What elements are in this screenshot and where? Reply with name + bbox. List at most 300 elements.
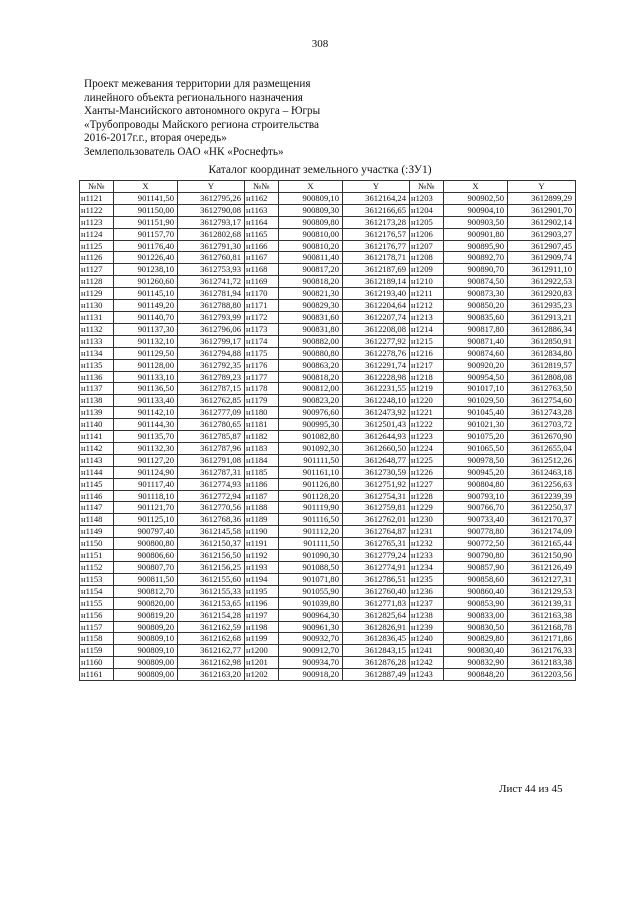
x-coord-cell: 900772,50: [444, 538, 508, 550]
header-line-5: 2016-2017г.г., вторая очередь»: [84, 132, 227, 145]
point-id-cell: н1192: [245, 550, 279, 562]
point-id-cell: н1198: [245, 621, 279, 633]
y-coord-cell: 3612922,53: [508, 276, 576, 288]
point-id-cell: н1237: [410, 597, 444, 609]
y-coord-cell: 3612153,65: [178, 597, 245, 609]
point-id-cell: н1243: [410, 669, 444, 681]
y-coord-cell: 3612187,69: [343, 264, 410, 276]
x-coord-cell: 900857,90: [444, 562, 508, 574]
y-coord-cell: 3612162,59: [178, 621, 245, 633]
x-coord-cell: 900853,90: [444, 597, 508, 609]
y-coord-cell: 3612512,26: [508, 454, 576, 466]
point-id-cell: н1143: [80, 454, 114, 466]
table-row: [80, 323, 576, 335]
y-coord-cell: 3612793,99: [178, 311, 245, 323]
y-coord-cell: 3612126,49: [508, 562, 576, 574]
point-id-cell: н1130: [80, 300, 114, 312]
point-id-cell: н1195: [245, 585, 279, 597]
table-row: [80, 585, 576, 597]
table-row: [80, 335, 576, 347]
x-coord-cell: 901128,20: [279, 490, 343, 502]
x-coord-cell: 900809,80: [279, 216, 343, 228]
point-id-cell: н1134: [80, 347, 114, 359]
point-id-cell: н1213: [410, 311, 444, 323]
y-coord-cell: 3612768,36: [178, 514, 245, 526]
y-coord-cell: 3612155,60: [178, 573, 245, 585]
y-coord-cell: 3612935,23: [508, 300, 576, 312]
project-header: [84, 78, 564, 160]
x-coord-cell: 900790,80: [444, 550, 508, 562]
x-coord-cell: 900810,20: [279, 240, 343, 252]
point-id-cell: н1232: [410, 538, 444, 550]
point-id-cell: н1228: [410, 490, 444, 502]
y-coord-cell: 3612792,35: [178, 359, 245, 371]
point-id-cell: н1152: [80, 562, 114, 574]
y-coord-cell: 3612164,24: [343, 192, 410, 204]
y-coord-cell: 3612793,17: [178, 216, 245, 228]
x-coord-cell: 900807,70: [114, 562, 178, 574]
point-id-cell: н1169: [245, 276, 279, 288]
x-coord-cell: 901161,10: [279, 466, 343, 478]
x-coord-cell: 900860,40: [444, 585, 508, 597]
x-coord-cell: 901133,10: [114, 371, 178, 383]
x-coord-cell: 900833,00: [444, 609, 508, 621]
y-coord-cell: 3612802,68: [178, 228, 245, 240]
point-id-cell: н1208: [410, 252, 444, 264]
point-id-cell: н1142: [80, 442, 114, 454]
x-coord-cell: 901132,30: [114, 442, 178, 454]
x-coord-cell: 900819,20: [114, 609, 178, 621]
table-row: [80, 573, 576, 585]
y-coord-cell: 3612156,25: [178, 562, 245, 574]
y-coord-cell: 3612913,21: [508, 311, 576, 323]
x-coord-cell: 901090,30: [279, 550, 343, 562]
x-coord-cell: 900858,60: [444, 573, 508, 585]
table-row: [80, 276, 576, 288]
y-coord-cell: 3612850,91: [508, 335, 576, 347]
x-coord-cell: 900895,90: [444, 240, 508, 252]
x-coord-cell: 900848,20: [444, 669, 508, 681]
x-coord-cell: 901092,30: [279, 442, 343, 454]
point-id-cell: н1231: [410, 526, 444, 538]
x-coord-cell: 900934,70: [279, 657, 343, 669]
y-coord-cell: 3612644,93: [343, 431, 410, 443]
y-coord-cell: 3612787,96: [178, 442, 245, 454]
x-coord-cell: 901133,40: [114, 395, 178, 407]
y-coord-cell: 3612764,87: [343, 526, 410, 538]
y-coord-cell: 3612207,74: [343, 311, 410, 323]
point-id-cell: н1132: [80, 323, 114, 335]
point-id-cell: н1128: [80, 276, 114, 288]
point-id-cell: н1199: [245, 633, 279, 645]
y-coord-cell: 3612902,14: [508, 216, 576, 228]
sheet-label: Лист 44 из 45: [499, 783, 563, 795]
point-id-cell: н1196: [245, 597, 279, 609]
point-id-cell: н1217: [410, 359, 444, 371]
x-coord-cell: 901157,70: [114, 228, 178, 240]
point-id-cell: н1229: [410, 502, 444, 514]
x-coord-cell: 901045,40: [444, 407, 508, 419]
table-row: [80, 431, 576, 443]
point-id-cell: н1222: [410, 419, 444, 431]
table-row: [80, 359, 576, 371]
point-id-cell: н1205: [410, 216, 444, 228]
x-coord-cell: 900850,20: [444, 300, 508, 312]
point-id-cell: н1160: [80, 657, 114, 669]
x-coord-cell: 900811,40: [279, 252, 343, 264]
x-coord-cell: 900809,10: [114, 633, 178, 645]
y-coord-cell: 3612785,87: [178, 431, 245, 443]
y-coord-cell: 3612887,49: [343, 669, 410, 681]
y-coord-cell: 3612162,68: [178, 633, 245, 645]
y-coord-cell: 3612463,18: [508, 466, 576, 478]
x-coord-cell: 901082,80: [279, 431, 343, 443]
point-id-cell: н1181: [245, 419, 279, 431]
point-id-cell: н1154: [80, 585, 114, 597]
header-line-6: Землепользователь ОАО «НК «Роснефть»: [84, 145, 284, 158]
x-coord-cell: 900830,50: [444, 621, 508, 633]
y-coord-cell: 3612150,90: [508, 550, 576, 562]
col-header-point-1: №№: [80, 181, 114, 193]
x-coord-cell: 901111,50: [279, 538, 343, 550]
x-coord-cell: 900778,80: [444, 526, 508, 538]
x-coord-cell: 901116,50: [279, 514, 343, 526]
x-coord-cell: 900976,60: [279, 407, 343, 419]
x-coord-cell: 900918,20: [279, 669, 343, 681]
table-body: [80, 192, 576, 680]
table-row: [80, 419, 576, 431]
x-coord-cell: 900901,80: [444, 228, 508, 240]
y-coord-cell: 3612787,15: [178, 383, 245, 395]
point-id-cell: н1165: [245, 228, 279, 240]
point-id-cell: н1179: [245, 395, 279, 407]
y-coord-cell: 3612762,01: [343, 514, 410, 526]
y-coord-cell: 3612788,80: [178, 300, 245, 312]
x-coord-cell: 900817,20: [279, 264, 343, 276]
col-header-x-1: X: [114, 181, 178, 193]
x-coord-cell: 901150,00: [114, 204, 178, 216]
x-coord-cell: 900818,20: [279, 276, 343, 288]
y-coord-cell: 3612911,10: [508, 264, 576, 276]
header-line-2: линейного объекта регионального назначения: [84, 91, 303, 104]
col-header-point-2: №№: [245, 181, 279, 193]
table-row: [80, 192, 576, 204]
x-coord-cell: 900880,80: [279, 347, 343, 359]
y-coord-cell: 3612183,38: [508, 657, 576, 669]
y-coord-cell: 3612791,08: [178, 454, 245, 466]
y-coord-cell: 3612876,28: [343, 657, 410, 669]
col-header-y-3: Y: [508, 181, 576, 193]
x-coord-cell: 900961,30: [279, 621, 343, 633]
y-coord-cell: 3612139,31: [508, 597, 576, 609]
point-id-cell: н1212: [410, 300, 444, 312]
x-coord-cell: 900832,90: [444, 657, 508, 669]
y-coord-cell: 3612763,50: [508, 383, 576, 395]
x-coord-cell: 901176,40: [114, 240, 178, 252]
x-coord-cell: 900809,10: [114, 645, 178, 657]
point-id-cell: н1235: [410, 573, 444, 585]
point-id-cell: н1139: [80, 407, 114, 419]
point-id-cell: н1127: [80, 264, 114, 276]
y-coord-cell: 3612660,50: [343, 442, 410, 454]
point-id-cell: н1136: [80, 371, 114, 383]
x-coord-cell: 901151,90: [114, 216, 178, 228]
y-coord-cell: 3612204,64: [343, 300, 410, 312]
point-id-cell: н1171: [245, 300, 279, 312]
point-id-cell: н1141: [80, 431, 114, 443]
table-row: [80, 395, 576, 407]
point-id-cell: н1221: [410, 407, 444, 419]
y-coord-cell: 3612762,85: [178, 395, 245, 407]
y-coord-cell: 3612193,40: [343, 288, 410, 300]
point-id-cell: н1233: [410, 550, 444, 562]
point-id-cell: н1200: [245, 645, 279, 657]
y-coord-cell: 3612808,08: [508, 371, 576, 383]
x-coord-cell: 901118,10: [114, 490, 178, 502]
y-coord-cell: 3612127,31: [508, 573, 576, 585]
point-id-cell: н1189: [245, 514, 279, 526]
y-coord-cell: 3612789,23: [178, 371, 245, 383]
point-id-cell: н1185: [245, 466, 279, 478]
table-row: [80, 550, 576, 562]
x-coord-cell: 900820,00: [114, 597, 178, 609]
x-coord-cell: 901127,20: [114, 454, 178, 466]
point-id-cell: н1216: [410, 347, 444, 359]
x-coord-cell: 901144,30: [114, 419, 178, 431]
x-coord-cell: 900912,70: [279, 645, 343, 657]
table-row: [80, 407, 576, 419]
y-coord-cell: 3612163,38: [508, 609, 576, 621]
x-coord-cell: 900823,20: [279, 395, 343, 407]
y-coord-cell: 3612787,31: [178, 466, 245, 478]
y-coord-cell: 3612754,60: [508, 395, 576, 407]
header-line-4: «Трубопроводы Майского региона строительства: [84, 118, 320, 131]
table-header-row: [80, 181, 576, 193]
table-row: [80, 609, 576, 621]
table-row: [80, 562, 576, 574]
y-coord-cell: 3612228,98: [343, 371, 410, 383]
x-coord-cell: 900830,40: [444, 645, 508, 657]
point-id-cell: н1140: [80, 419, 114, 431]
y-coord-cell: 3612248,10: [343, 395, 410, 407]
point-id-cell: н1150: [80, 538, 114, 550]
y-coord-cell: 3612751,92: [343, 478, 410, 490]
y-coord-cell: 3612781,94: [178, 288, 245, 300]
point-id-cell: н1201: [245, 657, 279, 669]
y-coord-cell: 3612173,28: [343, 216, 410, 228]
point-id-cell: н1170: [245, 288, 279, 300]
x-coord-cell: 901128,00: [114, 359, 178, 371]
y-coord-cell: 3612834,80: [508, 347, 576, 359]
col-header-y-1: Y: [178, 181, 245, 193]
table-row: [80, 657, 576, 669]
x-coord-cell: 900818,20: [279, 371, 343, 383]
point-id-cell: н1153: [80, 573, 114, 585]
y-coord-cell: 3612189,14: [343, 276, 410, 288]
y-coord-cell: 3612176,33: [508, 645, 576, 657]
point-id-cell: н1180: [245, 407, 279, 419]
point-id-cell: н1209: [410, 264, 444, 276]
y-coord-cell: 3612156,50: [178, 550, 245, 562]
y-coord-cell: 3612648,77: [343, 454, 410, 466]
point-id-cell: н1223: [410, 431, 444, 443]
y-coord-cell: 3612168,78: [508, 621, 576, 633]
col-header-y-2: Y: [343, 181, 410, 193]
y-coord-cell: 3612774,93: [178, 478, 245, 490]
point-id-cell: н1168: [245, 264, 279, 276]
point-id-cell: н1131: [80, 311, 114, 323]
point-id-cell: н1167: [245, 252, 279, 264]
y-coord-cell: 3612165,44: [508, 538, 576, 550]
x-coord-cell: 900978,50: [444, 454, 508, 466]
col-header-x-2: X: [279, 181, 343, 193]
table-row: [80, 514, 576, 526]
y-coord-cell: 3612754,31: [343, 490, 410, 502]
y-coord-cell: 3612819,57: [508, 359, 576, 371]
table-row: [80, 526, 576, 538]
y-coord-cell: 3612760,81: [178, 252, 245, 264]
y-coord-cell: 3612826,91: [343, 621, 410, 633]
y-coord-cell: 3612170,37: [508, 514, 576, 526]
table-row: [80, 502, 576, 514]
x-coord-cell: 900810,00: [279, 228, 343, 240]
y-coord-cell: 3612903,27: [508, 228, 576, 240]
point-id-cell: н1194: [245, 573, 279, 585]
coordinates-table: [79, 180, 576, 681]
y-coord-cell: 3612162,77: [178, 645, 245, 657]
point-id-cell: н1240: [410, 633, 444, 645]
y-coord-cell: 3612760,40: [343, 585, 410, 597]
x-coord-cell: 901029,50: [444, 395, 508, 407]
y-coord-cell: 3612670,90: [508, 431, 576, 443]
y-coord-cell: 3612901,70: [508, 204, 576, 216]
point-id-cell: н1193: [245, 562, 279, 574]
y-coord-cell: 3612162,98: [178, 657, 245, 669]
point-id-cell: н1174: [245, 335, 279, 347]
y-coord-cell: 3612899,29: [508, 192, 576, 204]
x-coord-cell: 900804,80: [444, 478, 508, 490]
x-coord-cell: 900964,30: [279, 609, 343, 621]
x-coord-cell: 900831,60: [279, 311, 343, 323]
y-coord-cell: 3612774,91: [343, 562, 410, 574]
x-coord-cell: 901055,90: [279, 585, 343, 597]
table-row: [80, 347, 576, 359]
x-coord-cell: 901075,20: [444, 431, 508, 443]
y-coord-cell: 3612780,65: [178, 419, 245, 431]
x-coord-cell: 900800,80: [114, 538, 178, 550]
x-coord-cell: 900871,40: [444, 335, 508, 347]
y-coord-cell: 3612145,58: [178, 526, 245, 538]
point-id-cell: н1225: [410, 454, 444, 466]
x-coord-cell: 900920,20: [444, 359, 508, 371]
x-coord-cell: 900904,10: [444, 204, 508, 216]
point-id-cell: н1175: [245, 347, 279, 359]
x-coord-cell: 900829,30: [279, 300, 343, 312]
point-id-cell: н1173: [245, 323, 279, 335]
table-row: [80, 538, 576, 550]
col-header-point-3: №№: [410, 181, 444, 193]
x-coord-cell: 901071,80: [279, 573, 343, 585]
x-coord-cell: 901226,40: [114, 252, 178, 264]
x-coord-cell: 901142,10: [114, 407, 178, 419]
point-id-cell: н1172: [245, 311, 279, 323]
point-id-cell: н1161: [80, 669, 114, 681]
y-coord-cell: 3612909,74: [508, 252, 576, 264]
x-coord-cell: 901039,80: [279, 597, 343, 609]
point-id-cell: н1166: [245, 240, 279, 252]
table-row: [80, 252, 576, 264]
point-id-cell: н1211: [410, 288, 444, 300]
point-id-cell: н1162: [245, 192, 279, 204]
point-id-cell: н1137: [80, 383, 114, 395]
x-coord-cell: 900873,30: [444, 288, 508, 300]
point-id-cell: н1163: [245, 204, 279, 216]
x-coord-cell: 901065,50: [444, 442, 508, 454]
x-coord-cell: 901017,10: [444, 383, 508, 395]
x-coord-cell: 900797,40: [114, 526, 178, 538]
y-coord-cell: 3612155,33: [178, 585, 245, 597]
y-coord-cell: 3612655,04: [508, 442, 576, 454]
table-row: [80, 288, 576, 300]
y-coord-cell: 3612796,06: [178, 323, 245, 335]
point-id-cell: н1129: [80, 288, 114, 300]
y-coord-cell: 3612786,51: [343, 573, 410, 585]
point-id-cell: н1155: [80, 597, 114, 609]
y-coord-cell: 3612171,86: [508, 633, 576, 645]
x-coord-cell: 901141,50: [114, 192, 178, 204]
table-row: [80, 621, 576, 633]
x-coord-cell: 901112,20: [279, 526, 343, 538]
point-id-cell: н1202: [245, 669, 279, 681]
y-coord-cell: 3612256,63: [508, 478, 576, 490]
point-id-cell: н1206: [410, 228, 444, 240]
y-coord-cell: 3612765,31: [343, 538, 410, 550]
x-coord-cell: 900809,20: [114, 621, 178, 633]
y-coord-cell: 3612291,74: [343, 359, 410, 371]
point-id-cell: н1184: [245, 454, 279, 466]
x-coord-cell: 900874,60: [444, 347, 508, 359]
x-coord-cell: 901129,50: [114, 347, 178, 359]
x-coord-cell: 900902,50: [444, 192, 508, 204]
y-coord-cell: 3612178,71: [343, 252, 410, 264]
x-coord-cell: 900812,70: [114, 585, 178, 597]
table-row: [80, 442, 576, 454]
y-coord-cell: 3612794,88: [178, 347, 245, 359]
point-id-cell: н1187: [245, 490, 279, 502]
point-id-cell: н1124: [80, 228, 114, 240]
point-id-cell: н1238: [410, 609, 444, 621]
x-coord-cell: 900892,70: [444, 252, 508, 264]
point-id-cell: н1164: [245, 216, 279, 228]
table-row: [80, 204, 576, 216]
point-id-cell: н1177: [245, 371, 279, 383]
y-coord-cell: 3612790,08: [178, 204, 245, 216]
point-id-cell: н1203: [410, 192, 444, 204]
x-coord-cell: 901140,70: [114, 311, 178, 323]
y-coord-cell: 3612166,65: [343, 204, 410, 216]
point-id-cell: н1176: [245, 359, 279, 371]
point-id-cell: н1214: [410, 323, 444, 335]
y-coord-cell: 3612795,26: [178, 192, 245, 204]
header-line-3: Ханты-Мансийского автономного округа – Югры: [84, 105, 321, 118]
table-row: [80, 645, 576, 657]
point-id-cell: н1230: [410, 514, 444, 526]
point-id-cell: н1227: [410, 478, 444, 490]
table-row: [80, 466, 576, 478]
table-row: [80, 633, 576, 645]
point-id-cell: н1149: [80, 526, 114, 538]
x-coord-cell: 901135,70: [114, 431, 178, 443]
